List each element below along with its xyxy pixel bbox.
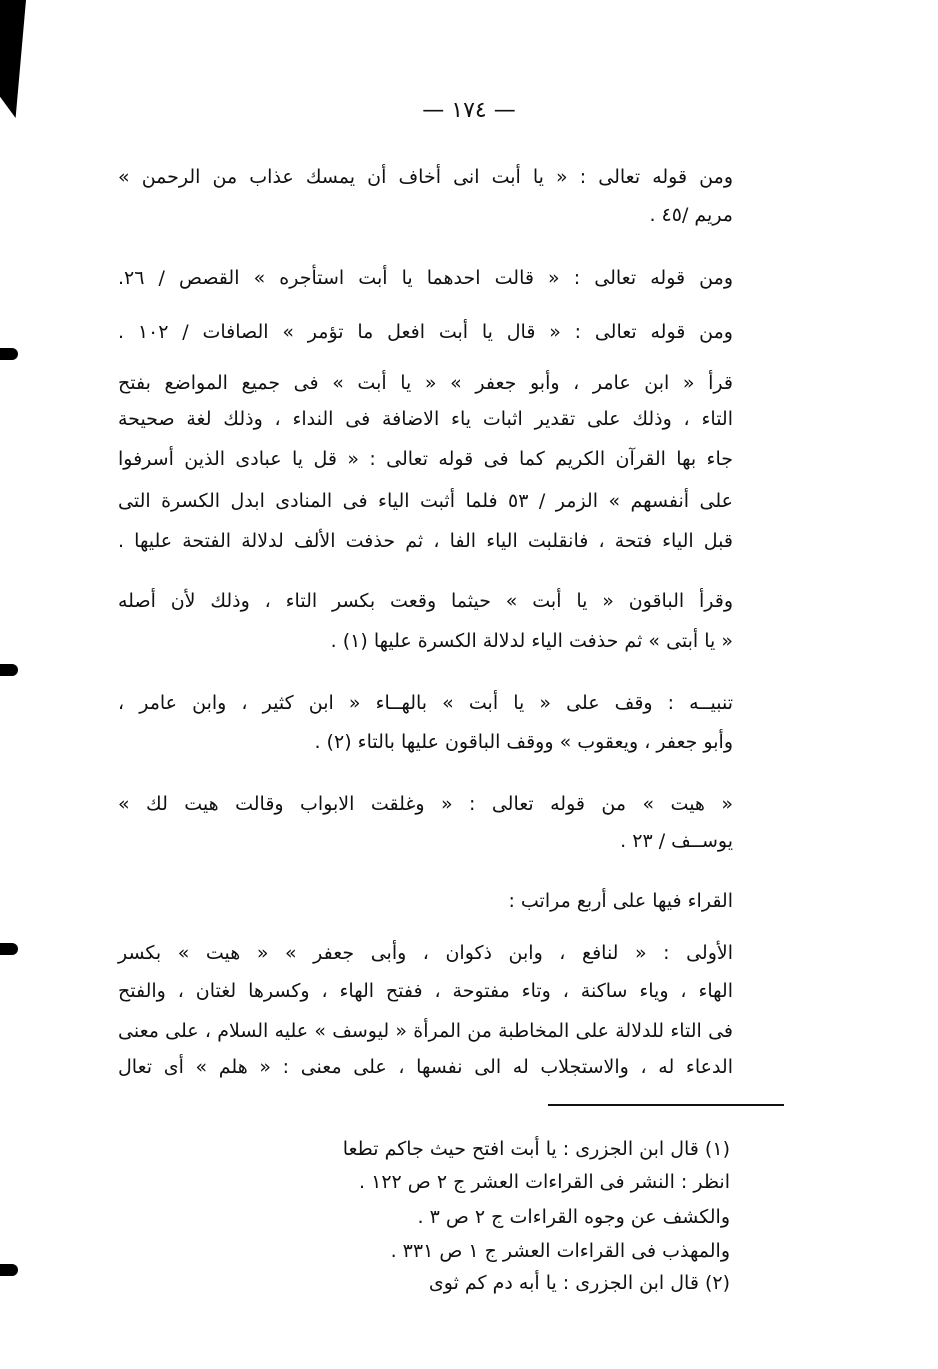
- body-line: ومن قوله تعالى : « يا أبت انى أخاف أن يمسك عذاب من الرحمن »: [118, 166, 733, 188]
- body-line: الأولى : « لنافع ، وابن ذكوان ، وأبى جعفر » « هيت » بكسر: [118, 942, 733, 964]
- body-line: « هيت » من قوله تعالى : « وغلقت الابواب وقالت هيت لك »: [118, 793, 733, 815]
- footnote-line: (٢) قال ابن الجزرى : يا أبه دم كم ثوى: [428, 1272, 730, 1294]
- footnote-line: والمهذب فى القراءات العشر ج ١ ص ٣٣١ .: [390, 1240, 730, 1262]
- body-line: الهاء ، وياء ساكنة ، وتاء مفتوحة ، ففتح الهاء ، وكسرها لغتان ، والفتح: [118, 980, 733, 1002]
- scan-margin-mark: [0, 943, 18, 955]
- body-line: مريم /٤٥ .: [649, 204, 733, 226]
- body-line: الدعاء له ، والاستجلاب له الى نفسها ، على معنى : « هلم » أى تعال: [118, 1056, 733, 1078]
- body-line: القراء فيها على أربع مراتب :: [508, 890, 733, 912]
- body-line: يوســف / ٢٣ .: [620, 830, 733, 852]
- scan-margin-mark: [0, 664, 18, 676]
- footnote-separator: [548, 1104, 784, 1106]
- body-line: فى التاء للدلالة على المخاطبة من المرأة « ليوسف » عليه السلام ، على معنى: [118, 1020, 733, 1042]
- footnote-line: انظر : النشر فى القراءات العشر ج ٢ ص ١٢٢ .: [359, 1171, 730, 1193]
- body-line: ومن قوله تعالى : « قالت احدهما يا أبت استأجره » القصص / ٢٦.: [118, 267, 733, 289]
- body-line: قرأ « ابن عامر ، وأبو جعفر » « يا أبت » فى جميع المواضع بفتح: [118, 372, 733, 394]
- body-line: تنبيــه : وقف على « يا أبت » بالهــاء « ابن كثير ، وابن عامر ،: [118, 692, 733, 714]
- body-line: قبل الياء فتحة ، فانقلبت الياء الفا ، ثم حذفت الألف لدلالة الفتحة عليها .: [118, 530, 733, 552]
- body-line: التاء ، وذلك على تقدير اثبات ياء الاضافة فى النداء ، وذلك لغة صحيحة: [118, 408, 733, 430]
- footnote-line: والكشف عن وجوه القراءات ج ٢ ص ٣ .: [417, 1206, 730, 1228]
- body-line: وأبو جعفر ، ويعقوب » ووقف الباقون عليها بالتاء (٢) .: [314, 731, 733, 753]
- body-line: على أنفسهم » الزمر / ٥٣ فلما أثبت الياء فى المنادى ابدل الكسرة التى: [118, 490, 733, 512]
- body-line: « يا أبتى » ثم حذفت الياء لدلالة الكسرة عليها (١) .: [330, 630, 733, 652]
- scan-margin-mark: [0, 1264, 18, 1276]
- body-line: وقرأ الباقون « يا أبت » حيثما وقعت بكسر التاء ، وذلك لأن أصله: [118, 590, 733, 612]
- body-line: ومن قوله تعالى : « قال يا أبت افعل ما تؤمر » الصافات / ١٠٢ .: [118, 321, 733, 343]
- scan-margin-mark: [0, 348, 18, 360]
- body-line: جاء بها القرآن الكريم كما فى قوله تعالى : « قل يا عبادى الذين أسرفوا: [118, 448, 733, 470]
- footnote-line: (١) قال ابن الجزرى : يا أبت افتح حيث جاكم تطعا: [342, 1138, 730, 1160]
- page-number: — ١٧٤ —: [422, 98, 516, 123]
